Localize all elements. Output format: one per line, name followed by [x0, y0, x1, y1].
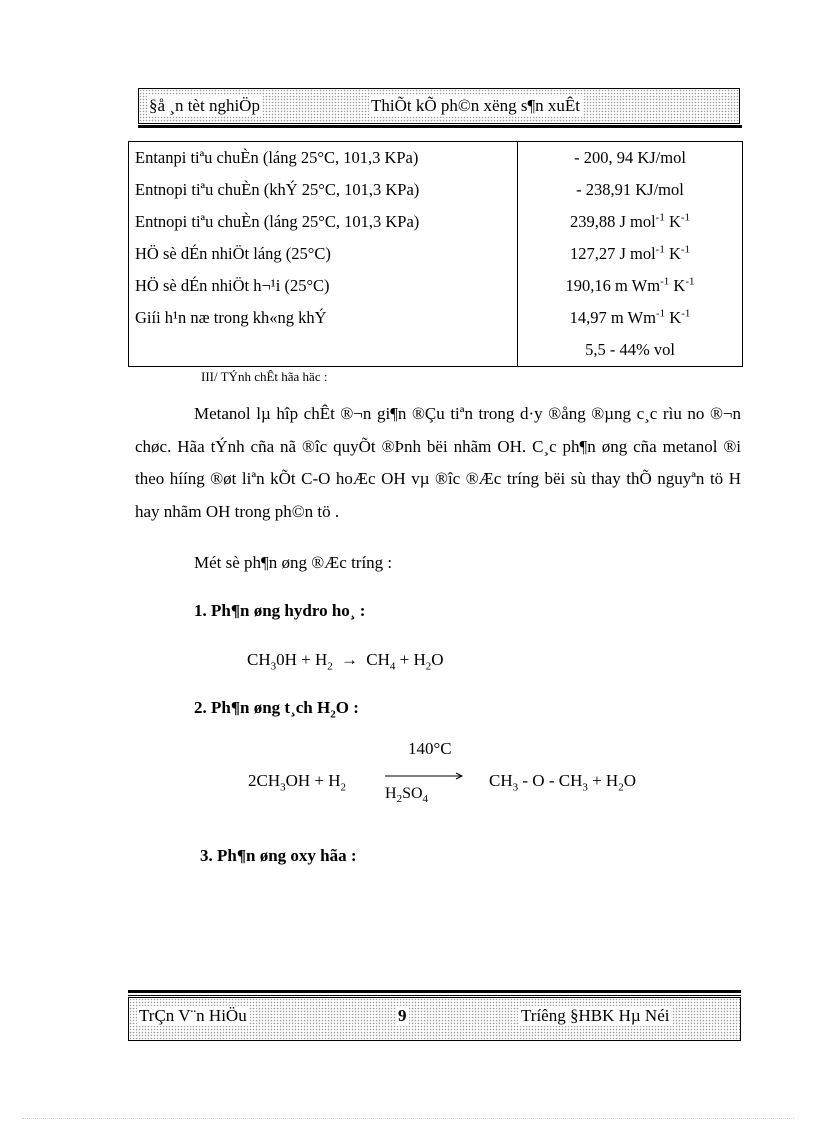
- footer-author: TrÇn V¨n HiÖu: [139, 1006, 247, 1025]
- footer-rule-thin: [128, 995, 741, 996]
- reaction-2-title: 2. Ph¶n øng t¸ch $H_2O$ :: [194, 698, 359, 721]
- footer-school: Tríêng §HBK Hµ Néi: [521, 1006, 670, 1025]
- reaction-arrow-icon: [385, 771, 465, 781]
- table-row: [129, 142, 743, 175]
- property-label: Entnopi tiªu chuÈn (khÝ 25°C, 101,3 KPa): [129, 174, 518, 206]
- property-value: - 200, 94 KJ/mol: [518, 142, 743, 175]
- header-rule: [138, 125, 742, 128]
- table-row: [129, 302, 743, 334]
- reaction-2-condition-temperature: 140°C: [408, 739, 452, 758]
- page-header: [138, 88, 740, 124]
- section-heading: III/ TÝnh chÊt hãa häc :: [201, 369, 328, 384]
- property-value: 14,97 m $Wm^{-1}$ $K^{-1}$: [518, 302, 743, 334]
- table-row: [129, 238, 743, 270]
- reaction-1-equation: $CH_30H + H_2 \to CH_4 + H_2O$: [247, 650, 444, 673]
- table-row: [129, 174, 743, 206]
- table-row: [129, 206, 743, 238]
- property-value: 239,88 J mol$^{-1}$ $K^{-1}$: [518, 206, 743, 238]
- property-label: HÖ sè dÉn nhiÖt h¬¹i (25°C): [129, 270, 518, 302]
- property-label: [129, 334, 518, 367]
- property-value: 190,16 m $Wm^{-1}$ $K^{-1}$: [518, 270, 743, 302]
- reaction-2-rhs: $CH_3 - O - CH_3 + H_2O$: [489, 771, 636, 794]
- property-label: Entnopi tiªu chuÈn (láng 25°C, 101,3 KPa): [129, 206, 518, 238]
- table-row: [129, 270, 743, 302]
- property-label: HÖ sè dÉn nhiÖt láng (25°C): [129, 238, 518, 270]
- header-right-text: ThiÕt kÕ ph©n xëng s¶n xuÊt: [371, 96, 581, 115]
- page-number: 9: [398, 1006, 407, 1025]
- property-value: 127,27 J mol$^{-1}$ $K^{-1}$: [518, 238, 743, 270]
- reaction-2-lhs: $2CH_3OH + H_2$: [248, 771, 347, 794]
- properties-table: [128, 141, 743, 367]
- header-left-text: §å ¸n tèt nghiÖp: [149, 96, 260, 115]
- property-label: Entanpi tiªu chuÈn (láng 25°C, 101,3 KPa): [129, 142, 518, 175]
- property-value: 5,5 - 44% vol: [518, 334, 743, 367]
- reaction-3-title: 3. Ph¶n øng oxy hãa :: [200, 846, 357, 865]
- reaction-1-title: 1. Ph¶n øng hydro ho¸ :: [194, 601, 366, 620]
- table-row: [129, 334, 743, 367]
- footer-rule: [128, 990, 741, 993]
- reactions-intro: Mét sè ph¶n øng ®Æc tríng :: [194, 553, 393, 572]
- property-label: Giíi h¹n næ trong kh«ng khÝ: [129, 302, 518, 334]
- body-paragraph: Metanol lµ hîp chÊt ®¬n gi¶n ®Çu tiªn trong d·y ®ång ®µng c¸c rìu no ®¬n chøc. Hãa tÝnh cña nã ®îc quyÕt ®Þnh bëi nhãm OH. C¸c ph¶n øng cña metanol ®i theo hííng ®øt liªn kÕt C-O hoÆc OH vµ ®îc ®Æc tríng bëi sù thay thÕ nguyªn tö H hay nhãm OH trong ph©n tö .: [135, 404, 741, 521]
- page-footer: [128, 997, 741, 1041]
- page-bottom-divider: [22, 1118, 794, 1121]
- reaction-2-condition-catalyst: $H_2SO_4$: [385, 785, 429, 806]
- property-value: - 238,91 KJ/mol: [518, 174, 743, 206]
